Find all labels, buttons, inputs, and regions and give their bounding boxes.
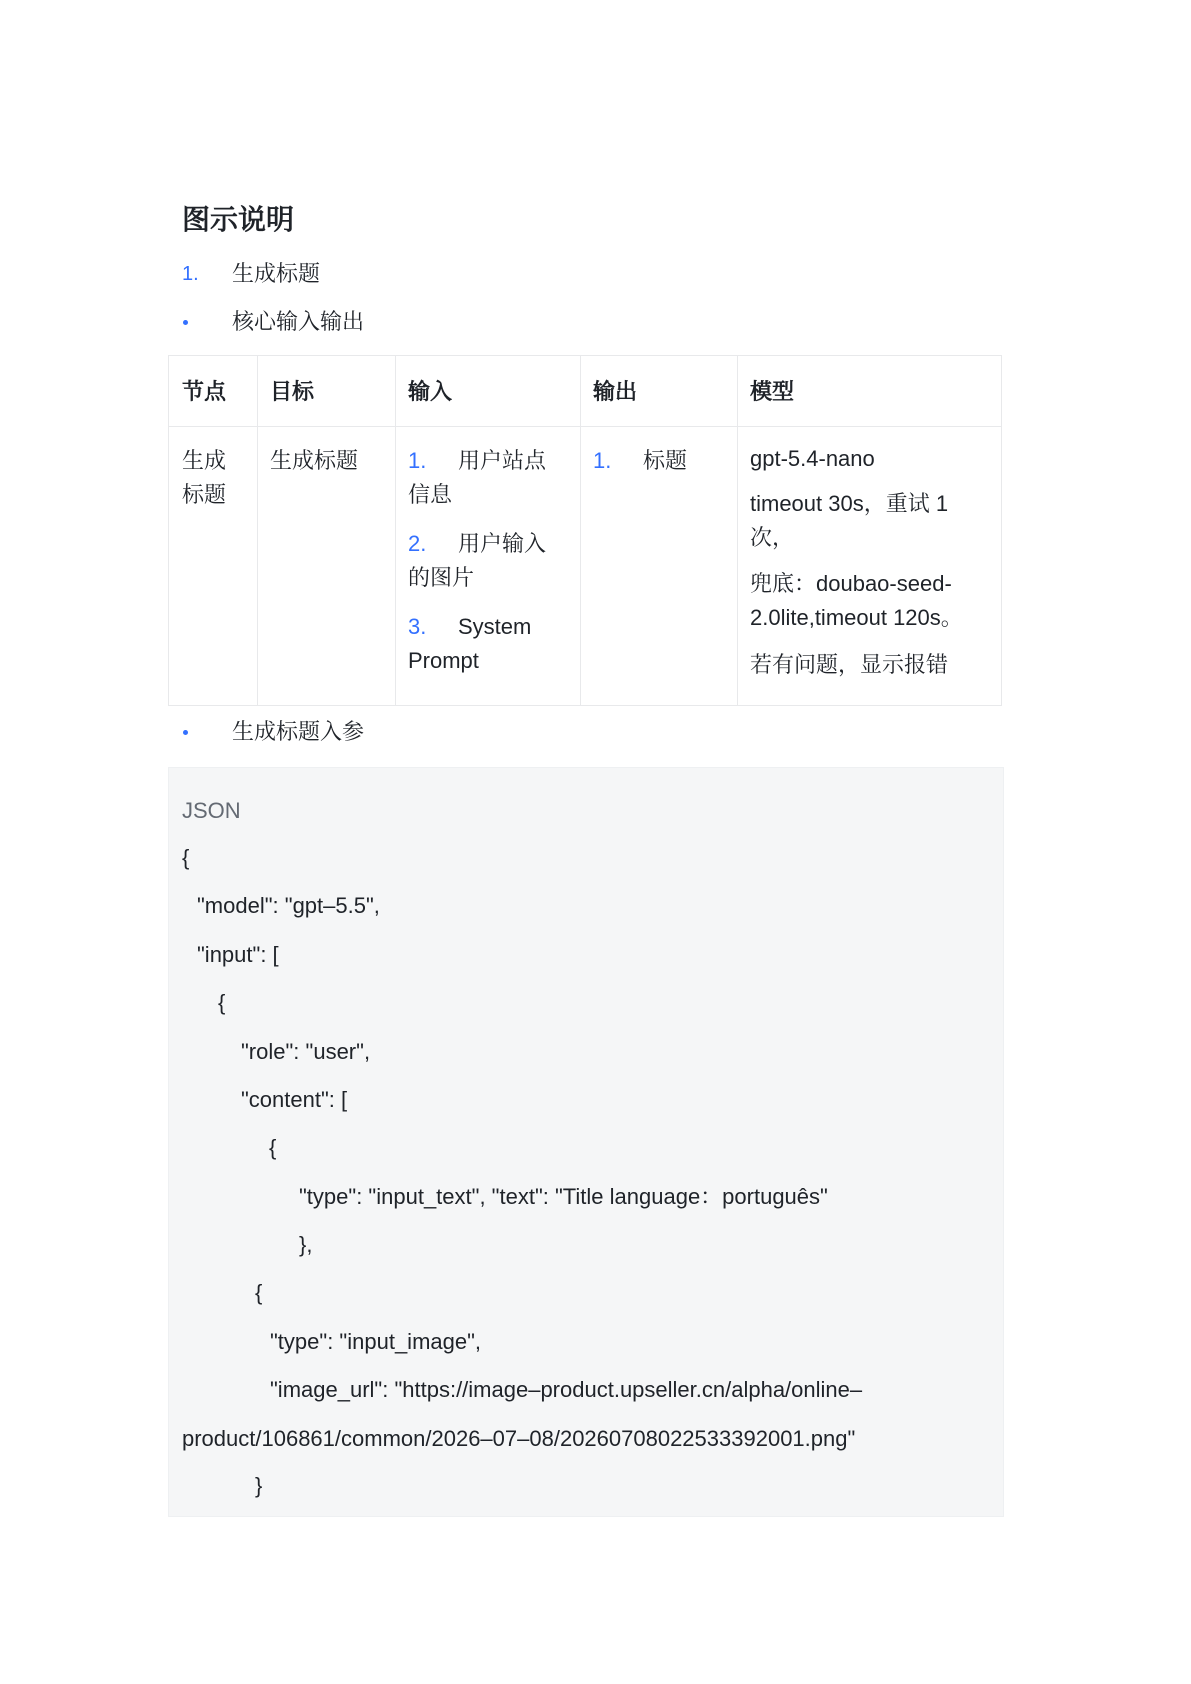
table-cell-model-timeout: timeout 30s，重试 1 次， [750, 491, 949, 550]
code-line: "content": [ [241, 1087, 348, 1112]
table-cell-model-name: gpt-5.4-nano [750, 446, 875, 471]
table-cell-goal: 生成标题 [270, 448, 359, 473]
code-line: "role": "user", [241, 1039, 371, 1064]
table-cell-input-1: 1. 用户站点 信息 [408, 448, 547, 507]
list-number: 1. [182, 263, 199, 285]
code-line: "type": "input_text", "text": "Title language：português" [299, 1184, 828, 1209]
table-cell-model-fallback: 兜底：doubao-seed- 2.0lite,timeout 120s。 [750, 571, 963, 630]
bullet-item-text: 生成标题入参 [232, 719, 365, 744]
code-line: { [255, 1280, 263, 1305]
code-line: }, [299, 1232, 313, 1257]
io-table [168, 355, 1002, 706]
code-line: } [255, 1473, 263, 1498]
table-header: 节点 [182, 379, 227, 404]
bullet-item-text: 核心输入输出 [232, 309, 365, 334]
code-block[interactable] [168, 767, 1004, 1517]
table-header: 模型 [750, 379, 795, 404]
code-line: { [182, 845, 190, 870]
table-header: 目标 [270, 379, 315, 404]
table-cell-output: 1. 标题 [593, 448, 688, 473]
code-line: "type": "input_image", [270, 1329, 482, 1354]
code-line: "model": "gpt–5.5", [197, 893, 380, 918]
bullet-dot [183, 730, 188, 735]
code-line: "image_url": "https://image–product.upseller.cn/alpha/online– [270, 1377, 863, 1402]
table-cell-model-error: 若有问题，显示报错 [750, 652, 949, 677]
table-cell-input-2: 2. 用户输入 的图片 [408, 531, 547, 590]
code-line: { [218, 990, 226, 1015]
code-language-label: JSON [182, 798, 241, 823]
code-line: { [269, 1135, 277, 1160]
code-line: "input": [ [197, 942, 279, 967]
table-cell-input-3: 3. System Prompt [408, 614, 532, 673]
bullet-dot [183, 320, 188, 325]
section-heading: 图示说明 [182, 204, 295, 235]
table-header: 输出 [593, 379, 638, 404]
table-cell-node: 生成 标题 [182, 448, 227, 507]
code-line: product/106861/common/2026–07–08/20260708022533392001.png" [182, 1426, 856, 1451]
list-item-text: 生成标题 [232, 261, 321, 286]
table-header: 输入 [408, 379, 453, 404]
